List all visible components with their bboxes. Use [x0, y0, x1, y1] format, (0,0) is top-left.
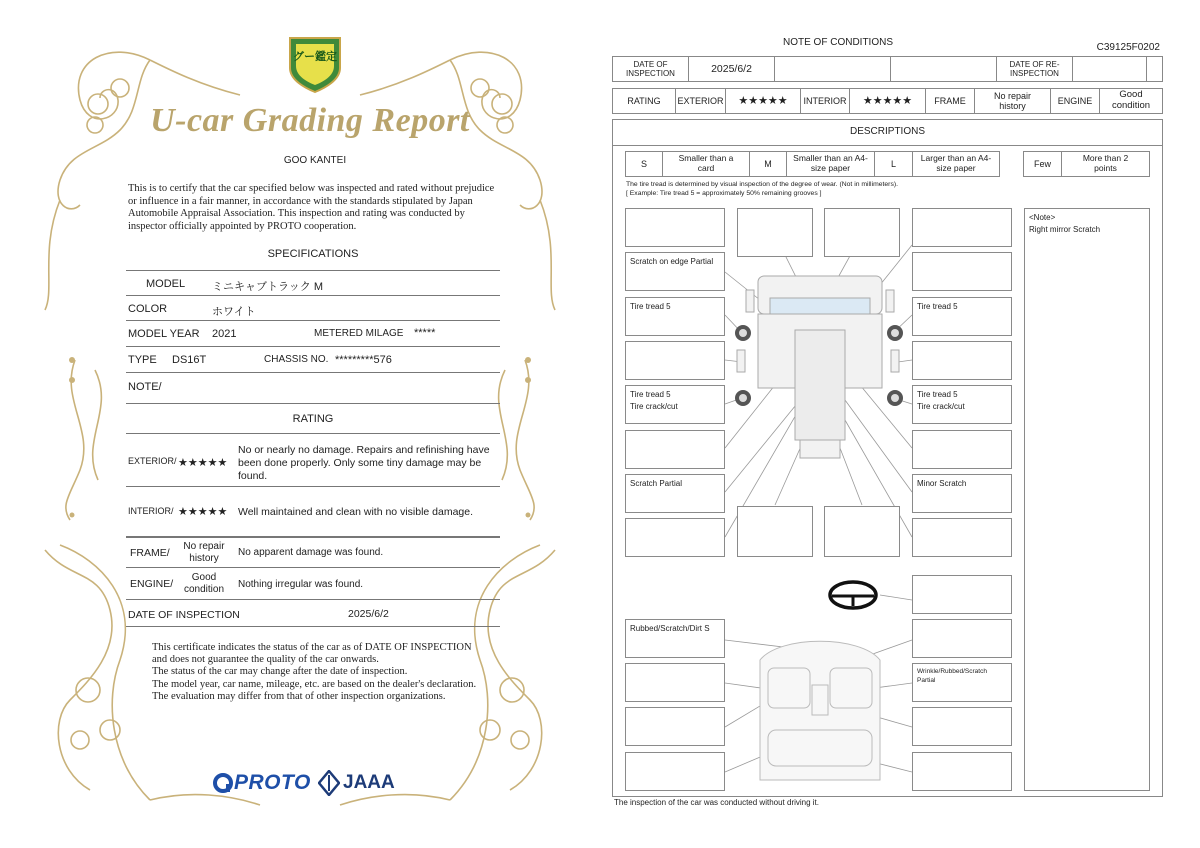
condition-box: [912, 575, 1012, 614]
type-value: DS16T: [172, 354, 207, 366]
frame-value: No repair history: [183, 541, 225, 564]
chassis-value: *********576: [335, 354, 392, 366]
proto-mark-icon: [212, 772, 234, 794]
condition-box: [912, 341, 1012, 380]
reinspection-blank: [1073, 57, 1147, 81]
disclaimer-line: The evaluation may differ from that of other inspection organizations.: [152, 690, 446, 702]
condition-box: [625, 341, 725, 380]
model-value: ミニキャブトラック M: [212, 281, 323, 293]
legend-l-description: Larger than an A4-size paper: [920, 153, 992, 173]
size-legend: [625, 151, 1000, 177]
condition-box: [625, 707, 725, 746]
condition-box: [625, 385, 725, 424]
interior-stars: ★★★★★: [850, 89, 926, 113]
conditions-heading: NOTE OF CONDITIONS: [783, 37, 893, 48]
condition-text: Tire crack/cut: [917, 401, 965, 411]
legend-s-description: Smaller than a card: [663, 152, 750, 176]
model-year-value: 2021: [212, 328, 237, 340]
exterior-label: EXTERIOR: [676, 89, 726, 113]
tire-note-line-1: The tire tread is determined by visual inspection of the degree of wear. (Not in millimeters).: [626, 181, 898, 188]
date-of-inspection-label: DATE OF INSPECTION: [128, 609, 240, 621]
frame-value: No repair history: [975, 89, 1051, 113]
frame-description: No apparent damage was found.: [238, 547, 384, 558]
condition-box: [912, 385, 1012, 424]
condition-box: [737, 208, 813, 257]
rating-row-exterior: [126, 433, 500, 487]
condition-box: [625, 752, 725, 791]
interior-description: Well maintained and clean with no visible damage.: [238, 506, 474, 518]
legend-m-description: Smaller than an A4-size paper: [787, 152, 875, 176]
condition-box: [912, 252, 1012, 291]
condition-box: [912, 430, 1012, 469]
chassis-label: CHASSIS NO.: [264, 354, 329, 365]
condition-box: [912, 518, 1012, 557]
condition-box: [912, 208, 1012, 247]
certification-text: This is to certify that the car specified below was inspected and rated without prejudice or influence in a fair manner, in accordance with the standards stipulated by Japan Automobile Appraisal Association. This inspection and rating was conducted by inspector officially appointed by PROTO cooperation.: [128, 183, 495, 232]
note-heading: <Note>: [1029, 213, 1056, 222]
frame-label: FRAME/: [130, 547, 170, 559]
color-value: ホワイト: [212, 306, 256, 318]
disclaimer: [152, 642, 482, 703]
count-legend: [1023, 151, 1150, 177]
milage-label: METERED MILAGE: [314, 328, 404, 339]
descriptions-divider: [612, 145, 1163, 146]
condition-box: [625, 208, 725, 247]
engine-value: Good condition: [183, 572, 225, 595]
disclaimer-line: This certificate indicates the status of the car as of DATE OF INSPECTION and does not guarantee the quality of the car onwards.: [152, 642, 472, 666]
condition-box: [912, 707, 1012, 746]
condition-box: Scratch Partial: [625, 474, 725, 513]
legend-few-description: More than 2 points: [1082, 153, 1129, 173]
spec-row-year: [126, 321, 500, 347]
date-of-inspection-value: 2025/6/2: [689, 57, 775, 81]
condition-text: Tire crack/cut: [630, 401, 678, 411]
interior-label: INTERIOR/: [128, 506, 174, 516]
condition-box: [912, 752, 1012, 791]
legend-m: M: [750, 152, 787, 176]
condition-text: Tire tread 5: [917, 390, 958, 399]
type-label: TYPE: [128, 354, 157, 366]
spec-row-color: [126, 296, 500, 321]
exterior-label: EXTERIOR/: [128, 456, 177, 466]
color-label: COLOR: [128, 303, 168, 315]
condition-box: [625, 663, 725, 702]
exterior-stars: ★★★★★: [726, 89, 801, 113]
tire-note-line-2: [ Example: Tire tread 5 = approximately 50% remaining grooves ]: [626, 190, 822, 197]
exterior-stars: ★★★★★: [178, 457, 228, 469]
condition-box: Wrinkle/Rubbed/Scratch Partial: [912, 663, 1012, 702]
date-blank: [891, 57, 997, 81]
condition-text: Tire tread 5: [630, 390, 671, 399]
spec-row-type: [126, 347, 500, 373]
legend-few: Few: [1024, 152, 1062, 176]
tire-note: [626, 180, 898, 198]
engine-label: ENGINE/: [130, 578, 174, 590]
spec-row-model: [126, 270, 500, 296]
goo-kantei-logo: グー鑑定: [293, 51, 337, 63]
condition-box: [824, 506, 900, 557]
engine-value: Good condition: [1111, 89, 1151, 111]
legend-s: S: [626, 152, 663, 176]
condition-box: [912, 619, 1012, 658]
specifications-heading: SPECIFICATIONS: [267, 248, 359, 260]
inspection-date-table: [612, 56, 1163, 82]
rating-summary-table: [612, 88, 1163, 114]
proto-logo-text: PROTO: [234, 771, 311, 794]
model-year-label: MODEL YEAR: [128, 328, 200, 340]
note-text: Right mirror Scratch: [1029, 224, 1101, 234]
rating-heading: RATING: [292, 413, 334, 425]
reinspection-label: DATE OF RE-INSPECTION: [997, 57, 1073, 81]
inspection-footer: The inspection of the car was conducted without driving it.: [614, 798, 819, 807]
rating-row-frame: [126, 537, 500, 568]
jaaa-logo-text: JAAA: [343, 772, 395, 793]
rating-label: RATING: [613, 89, 676, 113]
frame-label: FRAME: [926, 89, 975, 113]
condition-box: Tire tread 5: [625, 297, 725, 336]
note-panel: [1024, 208, 1150, 791]
jaaa-mark-icon: [318, 770, 340, 796]
report-subtitle: GOO KANTEI: [283, 155, 347, 166]
condition-box: [824, 208, 900, 257]
condition-box: [737, 506, 813, 557]
engine-label: ENGINE: [1051, 89, 1100, 113]
rating-row-engine: [126, 568, 500, 600]
date-of-inspection-value: 2025/6/2: [348, 608, 389, 620]
jaaa-logo: [318, 770, 395, 796]
date-of-inspection-row: [126, 600, 500, 627]
disclaimer-line: The model year, car name, mileage, etc. are based on the dealer's declaration.: [152, 678, 477, 690]
report-title: U-car Grading Report: [150, 102, 470, 139]
proto-logo: [212, 770, 311, 796]
condition-box: Tire tread 5: [912, 297, 1012, 336]
condition-box: [625, 430, 725, 469]
exterior-description: No or nearly no damage. Repairs and refinishing have been done properly. Only some tiny damage may be found.: [238, 444, 490, 482]
date-of-inspection-label: DATE OF INSPECTION: [613, 57, 689, 81]
legend-l: L: [875, 152, 913, 176]
engine-description: Nothing irregular was found.: [238, 579, 364, 590]
rating-row-interior: [126, 487, 500, 537]
interior-stars: ★★★★★: [178, 506, 228, 518]
document-code: C39125F0202: [1096, 42, 1160, 53]
spec-row-note: [126, 373, 500, 404]
milage-value: *****: [414, 327, 436, 339]
note-label: NOTE/: [128, 381, 162, 393]
condition-box: Minor Scratch: [912, 474, 1012, 513]
condition-box: Rubbed/Scratch/Dirt S: [625, 619, 725, 658]
condition-box: Scratch on edge Partial: [625, 252, 725, 291]
model-label: MODEL: [146, 278, 186, 290]
condition-box: [625, 518, 725, 557]
descriptions-heading: DESCRIPTIONS: [849, 126, 925, 137]
disclaimer-line: The status of the car may change after the date of inspection.: [152, 666, 408, 678]
interior-label: INTERIOR: [801, 89, 850, 113]
date-blank: [775, 57, 891, 81]
